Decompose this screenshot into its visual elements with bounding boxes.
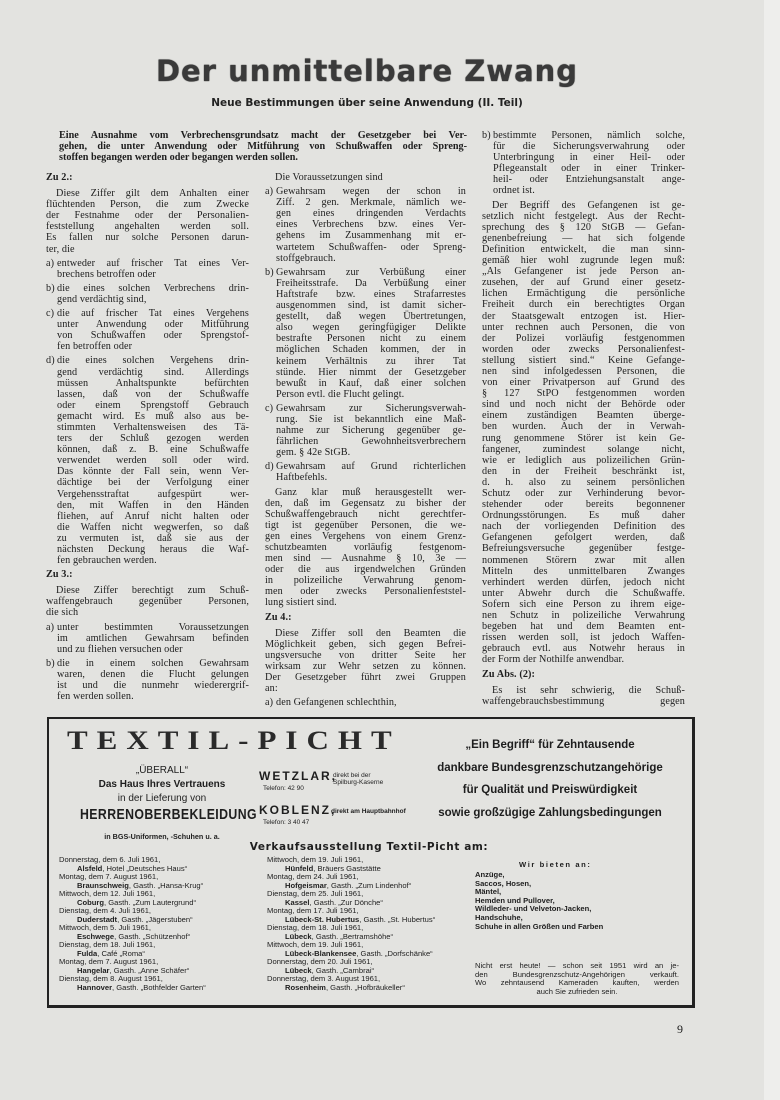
offers-list	[475, 871, 603, 931]
text-line: sprechung des § 120 StGB — Gefan-	[482, 221, 685, 233]
section-heading-text	[482, 669, 685, 680]
text-line: der Staatsgewalt entzogen ist. Hier-	[482, 310, 685, 322]
text-line: waren, denen die Flucht gelungen	[57, 668, 249, 680]
ad-slogan: für Qualität und Preiswürdigkeit	[462, 784, 638, 796]
schedule-place: Lübeck-Blankensee	[285, 948, 357, 958]
text-line: von Schußwaffen oder Sprengstof-	[57, 330, 249, 342]
article-column-3	[482, 130, 685, 710]
schedule-place: Hofgeismar	[285, 880, 327, 890]
text-line: rissen werden soll, ist jedoch Waffen-	[482, 632, 685, 644]
schedule-date: Dienstag, dem 25. Juli 1961,	[267, 889, 364, 898]
text-line: stoffgebrauch.	[276, 252, 336, 264]
text-line: eines Verbrechens bzw. eines Ver-	[276, 219, 466, 231]
branch-location: direkt am Hauptbahnhof	[331, 808, 406, 815]
text-line: Haftbefehls.	[276, 472, 328, 484]
text-line: fen werden sollen.	[57, 691, 134, 703]
section-heading	[46, 569, 249, 580]
text-line: Das könnte der Fall sein, wenn Ver-	[57, 466, 249, 478]
text-line: Gewahrsam wegen der schon in	[276, 186, 466, 198]
text-line: an:	[265, 683, 278, 695]
text-line: „Als Gefangener ist jede Person an-	[482, 266, 685, 278]
text-line: Zu Abs. (2):	[482, 668, 535, 680]
list-item-label: c)	[265, 402, 274, 414]
text-line: wirksam zur Wehr setzen zu können.	[265, 660, 466, 672]
text-line: ausgenommen sind, ist damit sicher-	[276, 300, 466, 312]
text-line: Ganz klar muß herausgestellt wer-	[275, 486, 466, 498]
paragraph	[46, 188, 249, 255]
paragraph-text	[265, 487, 466, 609]
text-line: nen Schutz in polizeiliche Verwahrung	[482, 610, 685, 622]
text-line: Die Voraussetzungen sind	[275, 172, 383, 183]
list-item-label: a)	[46, 257, 55, 269]
text-line: fen gebrauchen werden.	[57, 555, 157, 567]
text-line: bewußt in Kauf, daß einer solchen	[276, 377, 466, 389]
list-item-label: b)	[46, 657, 55, 669]
paragraph	[46, 585, 249, 618]
schedule-place: Hannover	[77, 982, 113, 992]
text-line: Diese Ziffer berechtigt zum Schuß-	[56, 585, 249, 597]
schedule-venue: , Gasth. „Jägerstuben“	[117, 914, 193, 924]
schedule-date: Dienstag, dem 18. Juli 1961,	[267, 923, 364, 932]
text-line: Gewahrsam zur Sicherungsverwah-	[276, 402, 466, 414]
text-line: Möglichkeit geben, sich gegen Befrei-	[265, 638, 466, 650]
schedule-place: Braunschweig	[77, 880, 129, 890]
text-line: keinem Verhältnis zu ihrer Tat	[276, 355, 466, 367]
schedule-venue: , Gasth. „St. Hubertus“	[359, 914, 436, 924]
text-line: waffengebrauch gegenüber Personen,	[46, 596, 249, 608]
text-line: stellung sistiert sind.“ Keine Gefange-	[482, 354, 685, 366]
text-line: gehen, die unter Anwendung oder Mitführung von Schußwaffen oder Spreng-	[59, 141, 467, 152]
text-line: nen sind infolgedessen Personen, die	[482, 365, 685, 377]
ad-note	[475, 962, 679, 996]
text-line: Der Begriff des Gefangenen ist ge-	[492, 199, 685, 211]
offer-item: Hemden und Pullover,	[475, 895, 555, 905]
schedule-venue: , Gasth. „Hansa-Krug“	[128, 880, 204, 890]
section-heading-text	[46, 569, 249, 580]
text-line: bestrafte Personen nicht zu einem	[276, 333, 466, 345]
text-line: auch Sie zufrieden sein.	[536, 986, 618, 996]
schedule-date: Donnerstag, dem 3. August 1961,	[267, 974, 381, 983]
ad-extra: in BGS-Uniformen, -Schuhen u. a.	[104, 832, 220, 841]
text-line: men oder zwecks Personalienfeststel-	[265, 586, 466, 598]
offer-item: Saccos, Hosen,	[475, 878, 532, 888]
text-line: setzlich nicht festgelegt. Aus der Recht-	[482, 210, 685, 222]
text-line: Wo zehntausend Kameraden kauften, werden	[475, 978, 679, 988]
schedule-date: Montag, dem 24. Juli 1961,	[267, 872, 359, 881]
offer-item: Schuhe in allen Größen und Farben	[475, 921, 604, 931]
ad-slogan: „Ein Begriff“ für Zehntausende	[465, 739, 635, 751]
list-item-text	[57, 658, 249, 702]
text-line: die eines solchen Vergehens drin-	[57, 355, 249, 367]
text-line: verwendet werden soll oder wird.	[57, 455, 249, 467]
schedule-location	[267, 982, 405, 993]
paragraph	[265, 487, 466, 609]
ad-slogan: dankbare Bundesgrenzschutzangehörige	[437, 762, 663, 774]
text-line: die auf frischer Tat eines Vergehens	[57, 308, 249, 320]
text-line: im amtlichen Gewahrsam befinden	[57, 632, 249, 644]
schedule-place: Coburg	[77, 897, 104, 907]
text-line: gend verdächtig sind. Allerdings	[57, 366, 249, 378]
text-line: brechens betroffen oder	[57, 268, 156, 280]
list-item-text	[493, 130, 685, 197]
text-line: Person evtl. die Flucht gelingt.	[276, 388, 405, 400]
schedule-date: Donnerstag, dem 20. Juli 1961,	[267, 957, 373, 966]
text-line: Gefangenen gefolgert werden, daß	[482, 532, 685, 544]
text-line: Gewahrsam zur Verbüßung einer	[276, 266, 466, 278]
text-line: fangener, zumindest solange nicht,	[482, 443, 685, 455]
schedule-date: Dienstag, dem 8. August 1961,	[59, 974, 163, 983]
schedule-place: Hangelar	[77, 965, 110, 975]
schedule-venue: , Gasth. „Schützenhof“	[114, 931, 191, 941]
ad-category: HERRENOBERBEKLEIDUNG	[80, 806, 258, 823]
schedule-date: Mittwoch, dem 19. Juli 1961,	[267, 940, 364, 949]
list-item-label: d)	[265, 461, 274, 473]
schedule-venue: , Gasth. „Bertramshöhe“	[311, 931, 394, 941]
ad-overall: „ÜBERALL“	[135, 765, 189, 776]
text-line: oder einem Sprengstoff Gebrauch	[57, 399, 249, 411]
text-line: zu vermuten ist, daß sie aus der	[57, 532, 249, 544]
text-line: unter Abwehr durch die Schußwaffe.	[482, 587, 685, 599]
schedule-column-2	[267, 855, 436, 992]
schedule-date: Dienstag, dem 4. Juli 1961,	[59, 906, 152, 915]
text-line: oder die aus irgendwelchen Gründen	[265, 564, 466, 576]
text-line: d. h. also zu seinem persönlichen	[482, 476, 685, 488]
schedule-venue: , Hotel „Deutsches Haus“	[102, 863, 188, 873]
page-number: 9	[677, 1022, 683, 1036]
paragraph-text	[46, 585, 249, 618]
text-line: tigt ist gegenüber Personen, die we-	[265, 519, 466, 531]
text-line: feststellung angehalten werden soll.	[46, 221, 249, 233]
text-line: Sofern sich eine Person zu ihrem eige-	[482, 598, 685, 610]
text-line: Schußwaffengebrauch nicht gerechtfer-	[265, 508, 466, 520]
list-item-label: a)	[265, 186, 274, 198]
text-line: möglichen Schaden kommen, der in	[276, 344, 466, 356]
text-line: gehens im Zusammenhang mit er-	[276, 230, 466, 242]
text-line: ist und die nunmehr wiederergrif-	[57, 680, 249, 692]
text-line: Eine Ausnahme vom Verbrechensgrundsatz macht der Gesetzgeber bei Ver-	[59, 130, 467, 141]
text-line: den, daß im Gegensatz zu bisher der	[265, 497, 466, 509]
text-line: lassen, daß von der Schußwaffe	[57, 388, 249, 400]
list-item	[46, 622, 249, 655]
text-line: Definition entwickelt, die man sinn-	[482, 243, 685, 255]
text-line: die eines solchen Verbrechens drin-	[57, 282, 249, 294]
text-line: ben wurden. Auch der in Verwah-	[482, 421, 685, 433]
text-line: Zu 4.:	[265, 611, 292, 623]
list-item	[46, 283, 249, 305]
text-line: der Polizei vorläufig festgenommen	[482, 332, 685, 344]
text-line: lichen Ermächtigung die persönliche	[482, 288, 685, 300]
text-line: nach der vorliegenden Definition des	[482, 521, 685, 533]
text-line: Befreiungsversuche gegenüber festge-	[482, 543, 685, 555]
text-line: fährlichen Gewohnheitsverbrechern	[276, 436, 466, 448]
list-item-label: a)	[46, 621, 55, 633]
text-line: schutzbeamten vorläufig festgenom-	[265, 542, 466, 553]
schedule-date: Mittwoch, dem 5. Juli 1961,	[59, 923, 152, 932]
list-item	[46, 308, 249, 352]
section-heading-text	[46, 172, 249, 183]
schedule-place: Duderstadt	[77, 914, 118, 924]
text-line: und zu fliehen versuchen oder	[57, 643, 183, 655]
list-item-label: b)	[482, 130, 491, 141]
ad-delivery: in der Lieferung von	[117, 793, 207, 804]
text-line: den Gefangenen schlechthin,	[276, 697, 397, 709]
paragraph-text	[482, 200, 685, 666]
text-line: ters der Schluß gezogen werden	[57, 433, 249, 445]
article-column-2	[265, 172, 466, 711]
branch-location: direkt bei der	[333, 772, 371, 779]
schedule-date: Montag, dem 7. August 1961,	[59, 872, 159, 881]
list-item	[46, 658, 249, 702]
text-line: stoffen begangen werden oder begangen werden sollen.	[59, 152, 298, 163]
paragraph-text	[46, 188, 249, 255]
text-line: Es fallen nur solche Personen darun-	[46, 232, 249, 244]
schedule-venue: , Bräuers Gaststätte	[313, 863, 381, 873]
schedule-date: Donnerstag, dem 6. Juli 1961,	[59, 855, 161, 864]
text-line: gemäß hier wohl zugrunde legen muß:	[482, 255, 685, 267]
text-line: die sich	[46, 607, 79, 619]
text-line: Freiheitsstrafe. Da Verbüßung einer	[276, 277, 466, 289]
text-line: Der Gesetzgeber führt zwei Gruppen	[265, 672, 466, 684]
text-line: Freiheit durch ein berechtigtes Organ	[482, 299, 685, 311]
text-line: ordnet ist.	[493, 185, 535, 197]
article-subtitle: Neue Bestimmungen über seine Anwendung (II. Teil)	[211, 97, 523, 109]
text-line: wartetem Schußwaffen- oder Spreng-	[276, 241, 466, 253]
branch-city: WETZLAR,	[259, 769, 337, 783]
text-line: Mitteln des unmittelbaren Zwanges	[482, 565, 685, 577]
paragraph-text	[482, 685, 685, 707]
text-line: zusehen, der auf Grund einer gesetz-	[482, 277, 685, 289]
text-line: gebrauch evtl. aus Notwehr heraus in	[482, 643, 685, 655]
list-item-text	[276, 186, 466, 264]
text-line: gen eines Vergehens von einem Grenz-	[265, 530, 466, 542]
text-line: gemacht wird. Es muß also aus be-	[57, 410, 249, 422]
text-line: unter Anwendung oder Mitführung	[57, 319, 249, 331]
advertisement-textil-picht	[47, 717, 695, 1008]
text-line: der Festnahme oder der Personalien-	[46, 210, 249, 222]
text-line: Es ist sehr schwierig, die Schuß-	[492, 684, 685, 696]
text-line: fliehen, auf Anruf nicht halten oder	[57, 510, 249, 522]
ad-slogan: sowie großzügige Zahlungsbedingungen	[438, 807, 662, 819]
text-line: begeben hat und dem Beamten ent-	[482, 621, 685, 633]
paragraph-text	[265, 628, 466, 695]
text-line: nommenen Störern zwar mit allen	[482, 554, 685, 566]
branch-phone: Telefon: 3 40 47	[263, 819, 310, 826]
exhibition-title: Verkaufsausstellung Textil-Picht am:	[249, 841, 489, 853]
schedule-venue: , Gasth. „Bothfelder Garten“	[112, 982, 206, 992]
list-item-text	[57, 622, 249, 655]
section-heading-text	[265, 612, 466, 623]
list-item-text	[57, 283, 249, 305]
branch-phone: Telefon: 42 90	[263, 785, 304, 792]
list-item-label: b)	[265, 266, 274, 278]
text-line: stünde. Hier nimmt der Gesetzgeber	[276, 366, 466, 378]
schedule-place: Rosenheim	[285, 982, 326, 992]
text-line: Pflegeanstalt oder in einer Trinker-	[493, 163, 685, 175]
paragraph-text	[265, 172, 466, 183]
schedule-venue: , Gasth. „Cambrai“	[311, 965, 375, 975]
text-line: nahme zur Sicherung gegenüber ge-	[276, 425, 466, 437]
text-line: fen betroffen oder	[57, 341, 133, 353]
article-column-1	[46, 172, 249, 705]
list-item	[265, 461, 466, 483]
schedule-date: Montag, dem 17. Juli 1961,	[267, 906, 359, 915]
offer-item: Anzüge,	[475, 870, 505, 879]
text-line: Zu 3.:	[46, 569, 73, 581]
offer-item: Mäntel,	[475, 887, 502, 897]
schedule-place: Hünfeld	[285, 863, 314, 873]
schedule-place: Lübeck	[285, 931, 312, 941]
text-line: einem zuständigen Beamten überge-	[482, 410, 685, 422]
scan-edge	[764, 0, 780, 1100]
text-line: stimmten Verhaltensweisen des Tä-	[57, 421, 249, 433]
schedule-date: Mittwoch, dem 19. Juli 1961,	[267, 855, 364, 864]
list-item	[482, 130, 685, 197]
text-line: stehender oder bereits begonnener	[482, 499, 685, 511]
text-line: können, daß z. B. eine Schußwaffe	[57, 444, 249, 456]
text-line: genenbefreiung — hat sich folgende	[482, 232, 685, 244]
list-item-label: b)	[46, 282, 55, 294]
branch-city: KOBLENZ,	[259, 803, 337, 817]
text-line: unter bestimmten Voraussetzungen	[57, 621, 249, 633]
text-line: men sind — Ausnahme § 10, 3e —	[265, 553, 466, 565]
schedule-venue: , Gasth. „Hofbräukeller“	[325, 982, 405, 992]
text-line: nächsten Deckung heraus die Waf-	[57, 544, 249, 555]
section-heading	[482, 669, 685, 680]
text-line: den, mit Waffen in den Händen	[57, 499, 249, 511]
list-item	[46, 355, 249, 566]
list-item-text	[57, 258, 249, 280]
schedule-date: Dienstag, dem 18. Juli 1961,	[59, 940, 156, 949]
text-line: ungsversuche von dritter Seite her	[265, 649, 466, 661]
schedule-venue: , Café „Roma“	[97, 948, 145, 958]
paragraph	[482, 200, 685, 666]
list-item	[265, 267, 466, 400]
text-line: Gewahrsam auf Grund richterlichen	[276, 461, 466, 473]
text-line: Ziff. 2 gen. Merkmale, nämlich we-	[276, 197, 466, 209]
schedule-place: Fulda	[77, 948, 98, 958]
list-item	[46, 258, 249, 280]
text-line: Unterbringung in einer Heil- oder	[493, 152, 685, 164]
list-item	[265, 403, 466, 458]
list-item-text	[276, 267, 466, 400]
text-line: verhindert werden dürfen, jedoch nicht	[482, 576, 685, 588]
offers-title: Wir bieten an:	[519, 860, 592, 869]
text-line: müssen Anhaltspunkte befürchten	[57, 377, 249, 389]
schedule-place: Alsfeld	[77, 863, 103, 873]
schedule-venue: , Gasth. „Dorfschänke“	[356, 948, 433, 958]
text-line: Schutz oder zur Verhinderung bevor-	[482, 488, 685, 499]
text-line: der Form der Nothilfe anwendbar.	[482, 654, 625, 666]
offer-item: Wildleder- und Velveton-Jacken,	[475, 904, 592, 914]
text-line: Vergehensstraftat aufgespürt wer-	[57, 488, 249, 500]
ad-brand-logo: TEXTIL-PICHT	[67, 725, 401, 755]
schedule-venue: , Gasth. „Anne Schäfer“	[109, 965, 190, 975]
schedule-date: Montag, dem 7. August 1961,	[59, 957, 159, 966]
text-line: gen eines dringenden Verdachts	[276, 208, 466, 220]
schedule-venue: , Gasth. „Zur Dönche“	[309, 897, 383, 907]
list-item-label: a)	[265, 697, 274, 709]
text-line: § 127 StPO festgenommen worden	[482, 388, 685, 400]
text-line: die in einem solchen Gewahrsam	[57, 657, 249, 669]
text-line: also wegen geringfügiger Delikte	[276, 322, 466, 334]
text-line: Ordnungsstörungen. Es muß daher	[482, 510, 685, 522]
text-line: Nicht erst heute! — schon seit 1951 wird an je-	[475, 961, 679, 970]
list-item-text	[276, 461, 466, 483]
list-item-text	[57, 355, 249, 566]
text-line: dächtige bei der Verfolgung einer	[57, 477, 249, 489]
schedule-place: Kassel	[285, 897, 310, 907]
list-item	[265, 186, 466, 264]
schedule-date: Mittwoch, dem 12. Juli 1961,	[59, 889, 156, 898]
branch-location: Spilburg-Kaserne	[333, 779, 384, 786]
text-line: gem. § 42e StGB.	[276, 447, 351, 459]
text-line: rung genommene Störer ist kein Ge-	[482, 432, 685, 444]
text-line: worden oder zwecks Personalienfest-	[482, 343, 685, 355]
text-line: Diese Ziffer gilt dem Anhalten einer	[56, 188, 249, 200]
text-line: entweder auf frischer Tat eines Ver-	[57, 257, 249, 269]
paragraph	[265, 628, 466, 695]
section-heading	[46, 172, 249, 183]
text-line: gestellt, daß wegen Übertretungen,	[276, 311, 466, 323]
article-title: Der unmittelbare Zwang	[155, 54, 579, 88]
ad-house: Das Haus Ihres Vertrauens	[98, 779, 226, 790]
text-line: für die Sicherungsverwahrung oder	[493, 141, 685, 153]
list-item-text	[276, 403, 466, 458]
text-line: sind und noch nicht der Behörde oder	[482, 399, 685, 411]
text-line: Zu 2.:	[46, 172, 73, 183]
schedule-column-1	[59, 855, 206, 992]
text-line: Diese Ziffer soll den Beamten die	[275, 627, 466, 639]
text-line: lung sistiert sind.	[265, 597, 337, 609]
article-intro	[59, 130, 467, 163]
paragraph	[482, 685, 685, 707]
text-line: den in der Freiheit beschränkt ist,	[482, 465, 685, 477]
text-line: den Bundesgrenzschutz-Angehörigen verkauft.	[475, 969, 679, 979]
list-item-text	[276, 697, 466, 708]
text-line: bestimmte Personen, nämlich solche,	[493, 130, 685, 141]
paragraph	[265, 172, 466, 183]
text-line: gend verdächtig sind,	[57, 293, 147, 305]
text-line: in polizeiliche Verwahrung genom-	[265, 575, 466, 587]
text-line: flüchtenden Person, die zum Zwecke	[46, 199, 249, 211]
text-line: von einer Privatperson auf Grund des	[482, 377, 685, 389]
text-line: rung. Sie ist bekanntlich eine Maß-	[276, 413, 466, 425]
schedule-place: Lübeck	[285, 965, 312, 975]
schedule-venue: , Gasth. „Zum Lindenhof“	[326, 880, 412, 890]
list-item	[265, 697, 466, 708]
text-line: die Waffen nicht wegwerfen, so daß	[57, 521, 249, 533]
section-heading	[265, 612, 466, 623]
schedule-location	[59, 982, 206, 993]
text-line: unter rechnen auch Personen, die von	[482, 321, 685, 333]
schedule-venue: , Gasth. „Zum Lautergrund“	[104, 897, 197, 907]
text-line: heil- oder Entziehungsanstalt ange-	[493, 174, 685, 186]
text-line: Haftstrafe bzw. eines Strafarrestes	[276, 288, 466, 300]
offer-item: Handschuhe,	[475, 912, 523, 922]
list-item-label: c)	[46, 308, 55, 320]
text-line: wie er lediglich aus polizeilichen Grün-	[482, 454, 685, 466]
schedule-place: Lübeck-St. Hubertus	[285, 914, 360, 924]
text-line: ter, die	[46, 243, 75, 255]
list-item-text	[57, 308, 249, 352]
list-item-label: d)	[46, 355, 55, 367]
text-line: waffengebrauchsbestimmung gegen	[482, 695, 685, 707]
schedule-place: Eschwege	[77, 931, 115, 941]
